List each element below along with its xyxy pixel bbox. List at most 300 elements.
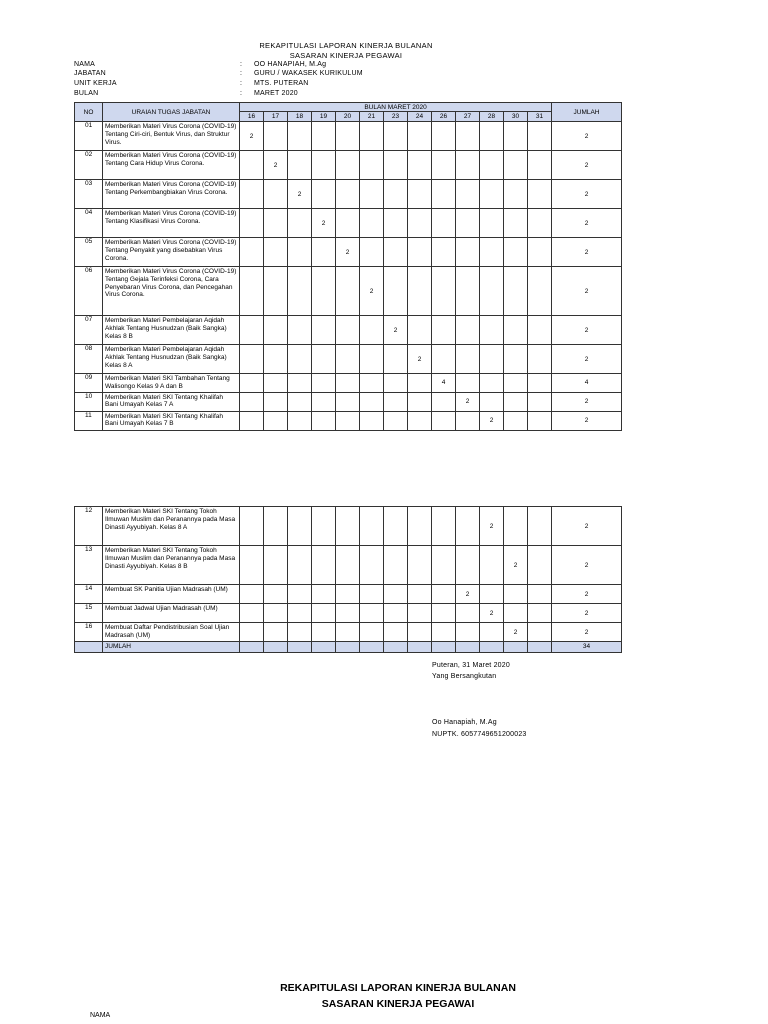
day-cell xyxy=(456,411,480,430)
day-cell xyxy=(240,411,264,430)
day-cell xyxy=(528,180,552,209)
day-cell xyxy=(528,238,552,267)
day-cell xyxy=(288,209,312,238)
task-row xyxy=(75,546,622,585)
day-cell xyxy=(312,585,336,604)
day-cell xyxy=(456,122,480,151)
day-cell xyxy=(456,151,480,180)
day-cell xyxy=(360,316,384,345)
task-row xyxy=(75,585,622,604)
task-row xyxy=(75,151,622,180)
task-number: 04 xyxy=(75,209,103,238)
info-colon: : xyxy=(240,70,243,77)
day-cell: 2 xyxy=(504,623,528,642)
signature-nuptk: NUPTK. 6057749651200023 xyxy=(432,731,527,738)
info-value: MTS. PUTERAN xyxy=(254,80,309,87)
day-cell xyxy=(432,238,456,267)
day-header: 30 xyxy=(504,112,528,122)
day-cell xyxy=(480,345,504,374)
day-cell xyxy=(504,316,528,345)
task-description: Memberikan Materi Virus Corona (COVID-19) Tentang Perkembangbiakan Virus Corona. xyxy=(103,180,240,209)
day-cell: 2 xyxy=(288,180,312,209)
day-cell xyxy=(384,585,408,604)
day-cell xyxy=(360,546,384,585)
day-header: 19 xyxy=(312,112,336,122)
day-cell xyxy=(336,209,360,238)
task-number: 05 xyxy=(75,238,103,267)
day-header: 18 xyxy=(288,112,312,122)
task-row xyxy=(75,267,622,316)
day-cell: 2 xyxy=(480,604,504,623)
task-description: Memberikan Materi Virus Corona (COVID-19) Tentang Klasifikasi Virus Corona. xyxy=(103,209,240,238)
day-cell xyxy=(528,345,552,374)
day-cell xyxy=(336,507,360,546)
header-uraian: URAIAN TUGAS JABATAN xyxy=(103,103,240,122)
day-cell xyxy=(264,623,288,642)
day-cell xyxy=(504,238,528,267)
day-cell: 2 xyxy=(312,209,336,238)
day-cell xyxy=(432,392,456,411)
day-cell xyxy=(336,585,360,604)
day-header: 20 xyxy=(336,112,360,122)
day-cell xyxy=(240,345,264,374)
day-cell xyxy=(528,585,552,604)
day-cell xyxy=(384,238,408,267)
day-cell: 2 xyxy=(480,411,504,430)
day-cell xyxy=(336,374,360,393)
day-cell xyxy=(480,151,504,180)
day-cell xyxy=(288,604,312,623)
day-cell xyxy=(504,585,528,604)
day-cell xyxy=(432,507,456,546)
day-cell: 4 xyxy=(432,374,456,393)
task-row xyxy=(75,122,622,151)
day-cell xyxy=(288,374,312,393)
day-cell xyxy=(408,238,432,267)
day-cell xyxy=(528,546,552,585)
day-cell xyxy=(504,507,528,546)
day-cell xyxy=(408,267,432,316)
day-cell xyxy=(456,374,480,393)
task-total: 2 xyxy=(552,267,622,316)
task-number: 12 xyxy=(75,507,103,546)
day-cell xyxy=(264,546,288,585)
day-header: 16 xyxy=(240,112,264,122)
task-number: 08 xyxy=(75,345,103,374)
day-cell xyxy=(264,238,288,267)
day-cell xyxy=(336,546,360,585)
task-number: 02 xyxy=(75,151,103,180)
task-total: 2 xyxy=(552,585,622,604)
day-cell xyxy=(288,507,312,546)
day-cell xyxy=(384,267,408,316)
task-description: Membuat Jadwal Ujian Madrasah (UM) xyxy=(103,604,240,623)
day-cell: 2 xyxy=(408,345,432,374)
task-row xyxy=(75,180,622,209)
task-row xyxy=(75,374,622,393)
day-cell xyxy=(504,345,528,374)
day-cell xyxy=(384,507,408,546)
day-cell xyxy=(432,267,456,316)
day-cell xyxy=(360,411,384,430)
info-colon: : xyxy=(240,90,243,97)
day-cell xyxy=(288,345,312,374)
day-cell xyxy=(264,316,288,345)
day-header: 23 xyxy=(384,112,408,122)
day-cell xyxy=(480,585,504,604)
task-number: 15 xyxy=(75,604,103,623)
day-cell xyxy=(360,623,384,642)
day-cell xyxy=(408,209,432,238)
day-cell xyxy=(432,122,456,151)
task-total: 2 xyxy=(552,180,622,209)
day-cell xyxy=(336,411,360,430)
day-cell xyxy=(432,209,456,238)
day-header: 24 xyxy=(408,112,432,122)
day-cell xyxy=(384,604,408,623)
day-cell xyxy=(456,209,480,238)
day-cell xyxy=(312,507,336,546)
day-cell xyxy=(240,238,264,267)
day-cell xyxy=(312,623,336,642)
day-cell xyxy=(480,180,504,209)
day-cell xyxy=(456,345,480,374)
day-cell xyxy=(360,122,384,151)
day-cell xyxy=(432,546,456,585)
day-cell xyxy=(456,316,480,345)
day-cell xyxy=(384,411,408,430)
task-description: Memberikan Materi Virus Corona (COVID-19) Tentang Gejala Terinfeksi Corona, Cara Penyebaran Virus Corona, dan Pencegahan Virus Corona. xyxy=(103,267,240,316)
day-cell xyxy=(528,209,552,238)
day-header: 26 xyxy=(432,112,456,122)
day-cell xyxy=(360,151,384,180)
info-label: JABATAN xyxy=(74,70,106,77)
day-cell xyxy=(312,122,336,151)
day-cell: 2 xyxy=(336,238,360,267)
day-cell xyxy=(360,604,384,623)
day-cell xyxy=(288,238,312,267)
day-cell xyxy=(240,151,264,180)
task-description: Memberikan Materi SKI Tentang Tokoh Ilmuwan Muslim dan Peranannya pada Masa Dinasti Ayyubiyah. Kelas 8 B xyxy=(103,546,240,585)
day-cell xyxy=(504,374,528,393)
day-cell xyxy=(312,267,336,316)
day-cell xyxy=(480,267,504,316)
day-cell xyxy=(336,180,360,209)
day-cell xyxy=(240,209,264,238)
day-cell xyxy=(432,345,456,374)
day-cell xyxy=(240,585,264,604)
page2-subtitle: SASARAN KINERJA PEGAWAI xyxy=(321,998,475,1010)
day-cell xyxy=(240,316,264,345)
task-number: 09 xyxy=(75,374,103,393)
day-cell xyxy=(384,374,408,393)
task-row xyxy=(75,507,622,546)
day-cell xyxy=(432,411,456,430)
day-cell xyxy=(504,122,528,151)
day-cell xyxy=(528,392,552,411)
day-cell xyxy=(504,151,528,180)
day-cell xyxy=(360,585,384,604)
task-number: 13 xyxy=(75,546,103,585)
task-number: 11 xyxy=(75,411,103,430)
day-cell xyxy=(312,604,336,623)
day-cell xyxy=(336,316,360,345)
report-title: REKAPITULASI LAPORAN KINERJA BULANAN xyxy=(259,41,433,50)
day-header: 21 xyxy=(360,112,384,122)
day-cell xyxy=(384,180,408,209)
task-number: 07 xyxy=(75,316,103,345)
day-cell xyxy=(384,345,408,374)
task-description: Memberikan Materi SKI Tentang Tokoh Ilmuwan Muslim dan Peranannya pada Masa Dinasti Ayyubiyah. Kelas 8 A xyxy=(103,507,240,546)
info-colon: : xyxy=(240,80,243,87)
task-row xyxy=(75,316,622,345)
day-cell xyxy=(336,392,360,411)
day-cell xyxy=(336,623,360,642)
day-cell xyxy=(432,623,456,642)
day-cell xyxy=(408,392,432,411)
header-no: NO xyxy=(75,103,103,122)
info-label: UNIT KERJA xyxy=(74,80,117,87)
page2-title: REKAPITULASI LAPORAN KINERJA BULANAN xyxy=(280,982,516,994)
day-cell xyxy=(240,604,264,623)
day-cell xyxy=(312,316,336,345)
day-cell xyxy=(408,180,432,209)
task-total: 2 xyxy=(552,546,622,585)
day-cell xyxy=(384,151,408,180)
day-header: 17 xyxy=(264,112,288,122)
day-cell xyxy=(288,316,312,345)
day-cell xyxy=(504,180,528,209)
day-cell xyxy=(456,507,480,546)
day-cell xyxy=(408,411,432,430)
day-cell xyxy=(528,316,552,345)
day-cell xyxy=(360,392,384,411)
task-description: Memberikan Materi SKI Tambahan Tentang Walisongo Kelas 9 A dan B xyxy=(103,374,240,393)
task-number: 03 xyxy=(75,180,103,209)
day-cell xyxy=(408,122,432,151)
day-cell xyxy=(240,623,264,642)
info-value: GURU / WAKASEK KURIKULUM xyxy=(254,70,363,77)
day-cell xyxy=(264,209,288,238)
day-cell xyxy=(528,374,552,393)
day-cell xyxy=(264,585,288,604)
day-cell xyxy=(504,209,528,238)
task-table-continued xyxy=(74,506,622,653)
day-cell xyxy=(336,604,360,623)
day-cell xyxy=(288,585,312,604)
day-cell xyxy=(456,623,480,642)
day-cell xyxy=(408,507,432,546)
day-cell xyxy=(312,546,336,585)
day-cell xyxy=(312,345,336,374)
page2-nama-label: NAMA xyxy=(90,1012,111,1019)
day-cell xyxy=(432,180,456,209)
task-description: Memberikan Materi Pembelajaran Aqidah Akhlak Tentang Husnudzan (Baik Sangka) Kelas 8 B xyxy=(103,316,240,345)
day-cell xyxy=(360,345,384,374)
day-cell: 2 xyxy=(384,316,408,345)
task-number: 10 xyxy=(75,392,103,411)
day-cell xyxy=(456,238,480,267)
day-cell: 2 xyxy=(480,507,504,546)
task-row xyxy=(75,604,622,623)
day-cell xyxy=(384,209,408,238)
day-cell xyxy=(480,238,504,267)
day-cell xyxy=(408,546,432,585)
day-cell xyxy=(456,180,480,209)
day-cell xyxy=(408,623,432,642)
day-cell xyxy=(264,604,288,623)
signature-place-date: Puteran, 31 Maret 2020 xyxy=(432,662,510,669)
day-cell xyxy=(264,392,288,411)
day-cell xyxy=(480,546,504,585)
info-value: OO HANAPIAH, M.Ag xyxy=(254,61,327,68)
day-cell xyxy=(528,267,552,316)
day-cell: 2 xyxy=(360,267,384,316)
day-cell xyxy=(432,316,456,345)
task-number: 14 xyxy=(75,585,103,604)
day-cell xyxy=(264,267,288,316)
header-jumlah: JUMLAH xyxy=(552,103,622,122)
task-total: 2 xyxy=(552,151,622,180)
day-cell xyxy=(336,345,360,374)
day-cell xyxy=(240,546,264,585)
day-cell xyxy=(480,316,504,345)
day-cell xyxy=(288,267,312,316)
task-description: Memberikan Materi Virus Corona (COVID-19) Tentang Penyakit yang disebabkan Virus Corona. xyxy=(103,238,240,267)
task-row xyxy=(75,209,622,238)
day-cell xyxy=(264,507,288,546)
day-cell xyxy=(504,411,528,430)
task-total: 2 xyxy=(552,209,622,238)
day-cell xyxy=(432,151,456,180)
signature-name: Oo Hanapiah, M.Ag xyxy=(432,719,497,726)
day-cell xyxy=(456,267,480,316)
day-cell xyxy=(384,122,408,151)
day-cell xyxy=(480,623,504,642)
day-cell xyxy=(264,180,288,209)
day-cell xyxy=(504,267,528,316)
signature-role: Yang Bersangkutan xyxy=(432,673,497,680)
task-number: 06 xyxy=(75,267,103,316)
day-cell: 2 xyxy=(456,585,480,604)
day-cell xyxy=(360,209,384,238)
day-cell xyxy=(264,374,288,393)
day-cell xyxy=(264,345,288,374)
day-cell xyxy=(264,411,288,430)
task-description: Memberikan Materi Virus Corona (COVID-19) Tentang Cara Hidup Virus Corona. xyxy=(103,151,240,180)
task-total: 2 xyxy=(552,392,622,411)
task-total: 2 xyxy=(552,411,622,430)
task-description: Memberikan Materi Virus Corona (COVID-19) Tentang Ciri-ciri, Bentuk Virus, dan Struktur Virus. xyxy=(103,122,240,151)
day-cell xyxy=(312,151,336,180)
day-cell: 2 xyxy=(240,122,264,151)
day-cell xyxy=(528,623,552,642)
day-cell xyxy=(240,267,264,316)
day-cell xyxy=(408,374,432,393)
info-value: MARET 2020 xyxy=(254,90,298,97)
info-label: NAMA xyxy=(74,61,96,68)
day-cell xyxy=(408,585,432,604)
report-subtitle: SASARAN KINERJA PEGAWAI xyxy=(289,51,403,60)
day-cell xyxy=(264,122,288,151)
info-label: BULAN xyxy=(74,90,99,97)
day-cell xyxy=(384,623,408,642)
day-cell xyxy=(288,122,312,151)
day-cell xyxy=(480,122,504,151)
day-cell: 2 xyxy=(456,392,480,411)
day-cell xyxy=(288,546,312,585)
task-description: Memberikan Materi SKI Tentang Khalifah Bani Umayah Kelas 7 A xyxy=(103,392,240,411)
day-cell xyxy=(312,374,336,393)
day-cell xyxy=(360,180,384,209)
task-row xyxy=(75,411,622,430)
task-description: Memberikan Materi SKI Tentang Khalifah Bani Umayah Kelas 7 B xyxy=(103,411,240,430)
task-description: Membuat Daftar Pendistribusian Soal Ujian Madrasah (UM) xyxy=(103,623,240,642)
day-header: 28 xyxy=(480,112,504,122)
day-cell xyxy=(384,392,408,411)
header-bulan: BULAN MARET 2020 xyxy=(240,103,552,112)
day-cell xyxy=(336,151,360,180)
info-colon: : xyxy=(240,61,243,68)
task-number: 01 xyxy=(75,122,103,151)
jumlah-label: JUMLAH xyxy=(103,642,240,653)
day-cell xyxy=(240,180,264,209)
day-cell xyxy=(456,604,480,623)
day-cell: 2 xyxy=(264,151,288,180)
task-row xyxy=(75,345,622,374)
day-cell xyxy=(360,507,384,546)
day-cell xyxy=(408,316,432,345)
task-row xyxy=(75,238,622,267)
task-total: 2 xyxy=(552,238,622,267)
day-header: 31 xyxy=(528,112,552,122)
day-cell xyxy=(528,604,552,623)
jumlah-row xyxy=(75,642,622,653)
task-total: 2 xyxy=(552,316,622,345)
task-number: 16 xyxy=(75,623,103,642)
task-row xyxy=(75,392,622,411)
day-header: 27 xyxy=(456,112,480,122)
day-cell xyxy=(528,411,552,430)
day-cell xyxy=(384,546,408,585)
day-cell xyxy=(528,507,552,546)
day-cell xyxy=(432,585,456,604)
day-cell xyxy=(432,604,456,623)
day-cell xyxy=(288,411,312,430)
task-total: 4 xyxy=(552,374,622,393)
day-cell xyxy=(288,151,312,180)
task-description: Membuat SK Panitia Ujian Madrasah (UM) xyxy=(103,585,240,604)
day-cell xyxy=(480,374,504,393)
task-row xyxy=(75,623,622,642)
day-cell xyxy=(240,392,264,411)
day-cell xyxy=(336,122,360,151)
day-cell xyxy=(528,122,552,151)
day-cell xyxy=(240,374,264,393)
day-cell xyxy=(288,623,312,642)
day-cell xyxy=(288,392,312,411)
day-cell xyxy=(360,374,384,393)
day-cell xyxy=(312,238,336,267)
day-cell xyxy=(408,604,432,623)
day-cell xyxy=(360,238,384,267)
task-total: 2 xyxy=(552,623,622,642)
day-cell xyxy=(456,546,480,585)
task-total: 2 xyxy=(552,122,622,151)
day-cell xyxy=(480,209,504,238)
day-cell xyxy=(480,392,504,411)
task-total: 2 xyxy=(552,604,622,623)
